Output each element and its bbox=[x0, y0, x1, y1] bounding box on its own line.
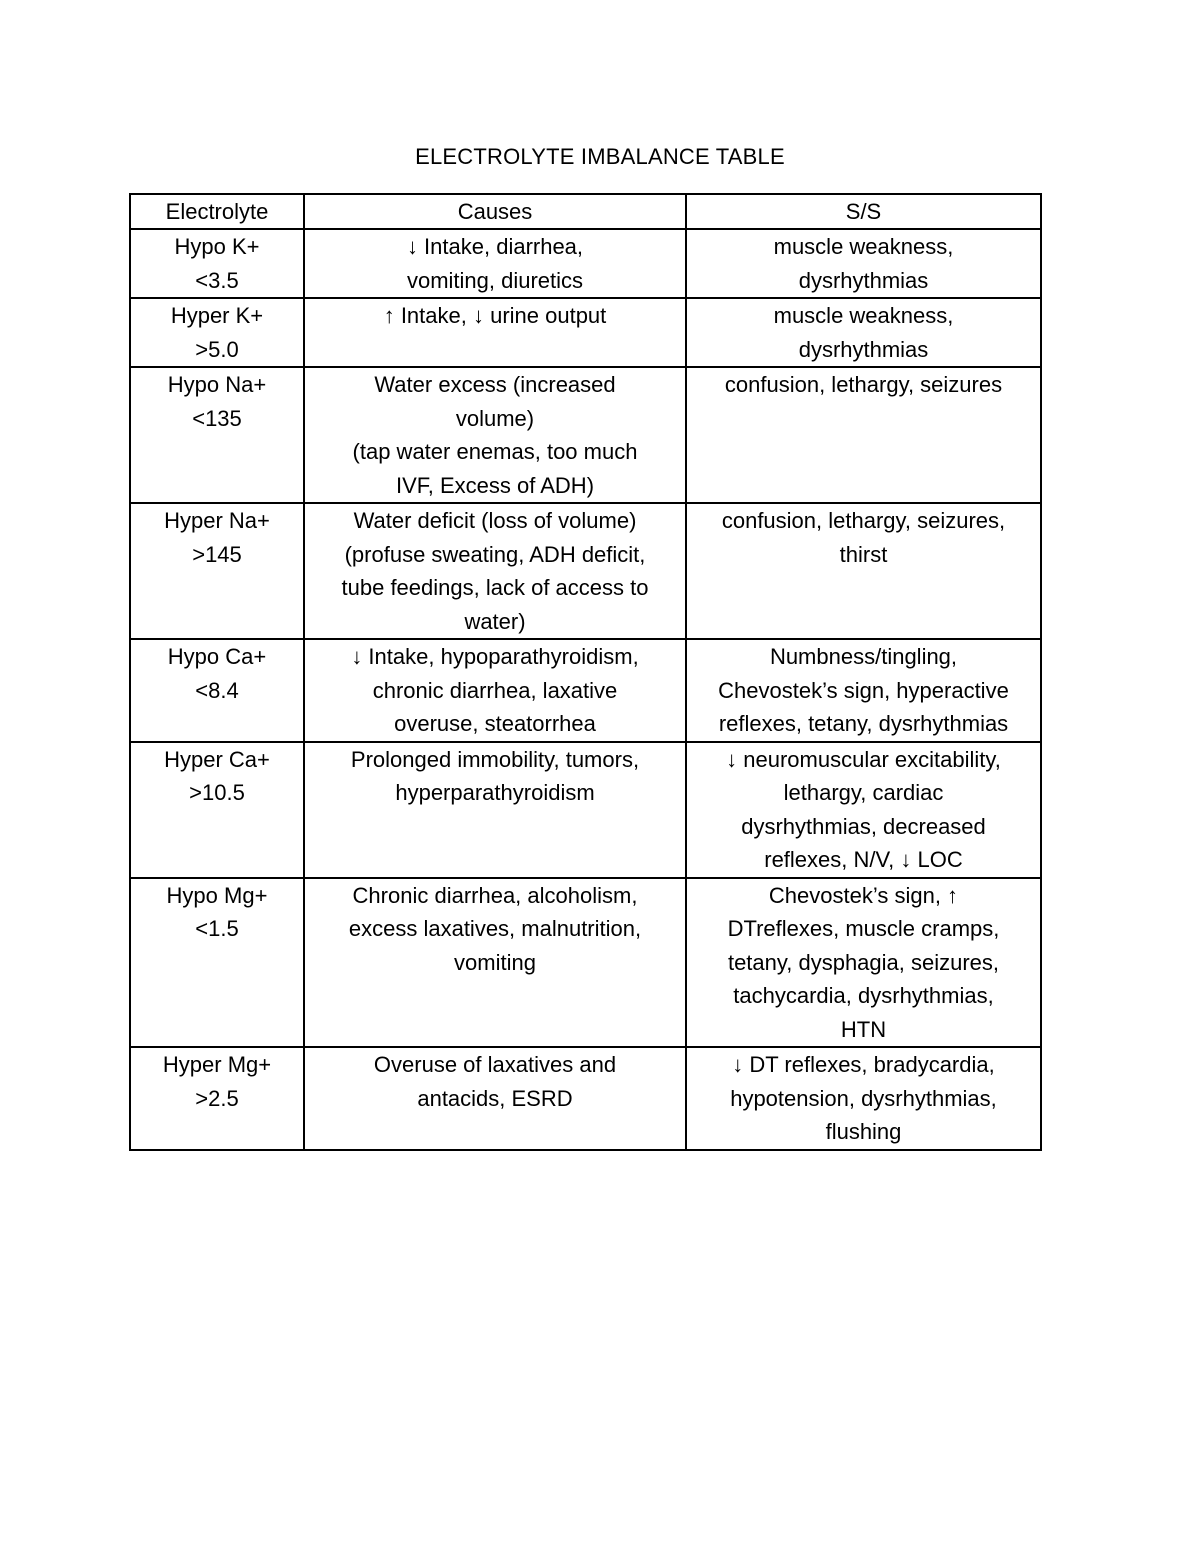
cell-text-line: water) bbox=[464, 608, 526, 634]
electrolyte-cell bbox=[130, 1047, 304, 1150]
electrolyte-cell bbox=[130, 367, 304, 503]
column-header-causes: Causes bbox=[304, 194, 686, 229]
cell-text-line: Hyper Mg+ bbox=[162, 1052, 272, 1077]
cell-text-line: Hypo K+ bbox=[174, 234, 260, 259]
cell-text-line: Hyper Na+ bbox=[164, 508, 270, 533]
cell-text-line: vomiting bbox=[454, 949, 536, 975]
column-header-ss: S/S bbox=[686, 194, 1041, 229]
causes-cell bbox=[304, 1047, 686, 1150]
signs-symptoms-cell bbox=[686, 503, 1041, 639]
causes-cell bbox=[304, 639, 686, 742]
causes-cell bbox=[304, 298, 686, 367]
cell-text-line: hypotension, dysrhythmias, bbox=[730, 1085, 997, 1111]
cell-text-line: vomiting, diuretics bbox=[406, 267, 584, 293]
cell-text-line: reflexes, N/V, ↓ LOC bbox=[764, 847, 963, 872]
table-row bbox=[130, 742, 1041, 878]
causes-cell bbox=[304, 367, 686, 503]
cell-text-line: overuse, steatorrhea bbox=[394, 711, 596, 736]
electrolyte-cell bbox=[130, 503, 304, 639]
cell-text-line: chronic diarrhea, laxative bbox=[372, 677, 618, 703]
signs-symptoms-cell bbox=[686, 367, 1041, 503]
cell-text-line: Hyper Ca+ bbox=[164, 746, 270, 772]
cell-text-line: muscle weakness, bbox=[773, 234, 954, 259]
cell-text-line: excess laxatives, malnutrition, bbox=[348, 916, 642, 941]
signs-symptoms-cell bbox=[686, 298, 1041, 367]
cell-text-line: ↑ Intake, ↓ urine output bbox=[383, 303, 607, 328]
cell-text-line: Hyper K+ bbox=[170, 303, 264, 328]
cell-text-line: >2.5 bbox=[195, 1085, 239, 1111]
cell-text-line: tachycardia, dysrhythmias, bbox=[733, 983, 994, 1008]
cell-text-line: flushing bbox=[825, 1119, 902, 1144]
cell-text-line: confusion, lethargy, seizures, bbox=[721, 508, 1006, 533]
cell-text-line: Chronic diarrhea, alcoholism, bbox=[352, 882, 638, 908]
electrolyte-cell bbox=[130, 229, 304, 298]
causes-cell bbox=[304, 229, 686, 298]
cell-text-line: volume) bbox=[455, 405, 535, 431]
cell-text-line: Hypo Na+ bbox=[167, 372, 267, 397]
signs-symptoms-cell bbox=[686, 1047, 1041, 1150]
cell-text-line: <1.5 bbox=[195, 916, 239, 941]
electrolyte-cell bbox=[130, 298, 304, 367]
cell-text-line: hyperparathyroidism bbox=[395, 780, 595, 805]
table-row bbox=[130, 639, 1041, 742]
cell-text-line: antacids, ESRD bbox=[417, 1085, 573, 1111]
cell-text-line: (profuse sweating, ADH deficit, bbox=[344, 541, 646, 567]
cell-text-line: >10.5 bbox=[189, 780, 245, 805]
cell-text-line: Chevostek’s sign, hyperactive bbox=[718, 677, 1009, 703]
cell-text-line: >145 bbox=[192, 541, 242, 567]
page-title: ELECTROLYTE IMBALANCE TABLE bbox=[415, 144, 785, 169]
electrolyte-cell bbox=[130, 742, 304, 878]
cell-text-line: tetany, dysphagia, seizures, bbox=[727, 949, 1000, 975]
signs-symptoms-cell bbox=[686, 878, 1041, 1048]
cell-text-line: ↓ DT reflexes, bradycardia, bbox=[732, 1052, 995, 1077]
cell-text-line: muscle weakness, bbox=[773, 303, 954, 328]
electrolyte-table bbox=[129, 193, 1042, 1151]
cell-text-line: <3.5 bbox=[195, 267, 239, 293]
cell-text-line: Hypo Ca+ bbox=[167, 644, 267, 669]
cell-text-line: dysrhythmias bbox=[798, 336, 929, 362]
causes-cell bbox=[304, 503, 686, 639]
signs-symptoms-cell bbox=[686, 742, 1041, 878]
causes-cell bbox=[304, 878, 686, 1048]
cell-text-line: reflexes, tetany, dysrhythmias bbox=[718, 711, 1009, 736]
cell-text-line: Water deficit (loss of volume) bbox=[353, 508, 637, 533]
cell-text-line: (tap water enemas, too much bbox=[352, 439, 638, 464]
cell-text-line: Overuse of laxatives and bbox=[373, 1052, 617, 1077]
table-row bbox=[130, 298, 1041, 367]
cell-text-line: >5.0 bbox=[195, 336, 239, 362]
table-row bbox=[130, 229, 1041, 298]
cell-text-line: dysrhythmias bbox=[798, 267, 929, 293]
table-row bbox=[130, 367, 1041, 503]
table-header-row bbox=[130, 194, 1041, 229]
column-header-electrolyte: Electrolyte bbox=[130, 194, 304, 229]
cell-text-line: ↓ Intake, diarrhea, bbox=[406, 234, 584, 259]
table-row bbox=[130, 878, 1041, 1048]
cell-text-line: DTreflexes, muscle cramps, bbox=[727, 916, 1000, 941]
cell-text-line: <8.4 bbox=[195, 677, 239, 703]
cell-text-line: ↓ neuromuscular excitability, bbox=[726, 746, 1001, 772]
cell-text-line: ↓ Intake, hypoparathyroidism, bbox=[351, 644, 639, 669]
cell-text-line: Water excess (increased bbox=[374, 372, 616, 397]
cell-text-line: tube feedings, lack of access to bbox=[341, 575, 649, 600]
signs-symptoms-cell bbox=[686, 639, 1041, 742]
cell-text-line: confusion, lethargy, seizures bbox=[724, 372, 1003, 397]
cell-text-line: Chevostek’s sign, ↑ bbox=[768, 882, 959, 908]
cell-text-line: Hypo Mg+ bbox=[166, 882, 268, 908]
cell-text-line: <135 bbox=[192, 405, 242, 431]
causes-cell bbox=[304, 742, 686, 878]
signs-symptoms-cell bbox=[686, 229, 1041, 298]
cell-text-line: dysrhythmias, decreased bbox=[741, 813, 986, 839]
electrolyte-cell bbox=[130, 878, 304, 1048]
table-body bbox=[130, 229, 1041, 1150]
cell-text-line: Prolonged immobility, tumors, bbox=[350, 746, 640, 772]
table-row bbox=[130, 503, 1041, 639]
cell-text-line: thirst bbox=[839, 541, 888, 567]
cell-text-line: IVF, Excess of ADH) bbox=[395, 472, 595, 498]
table-row bbox=[130, 1047, 1041, 1150]
cell-text-line: lethargy, cardiac bbox=[783, 780, 944, 805]
cell-text-line: Numbness/tingling, bbox=[769, 644, 958, 669]
cell-text-line: HTN bbox=[840, 1016, 887, 1042]
electrolyte-cell bbox=[130, 639, 304, 742]
